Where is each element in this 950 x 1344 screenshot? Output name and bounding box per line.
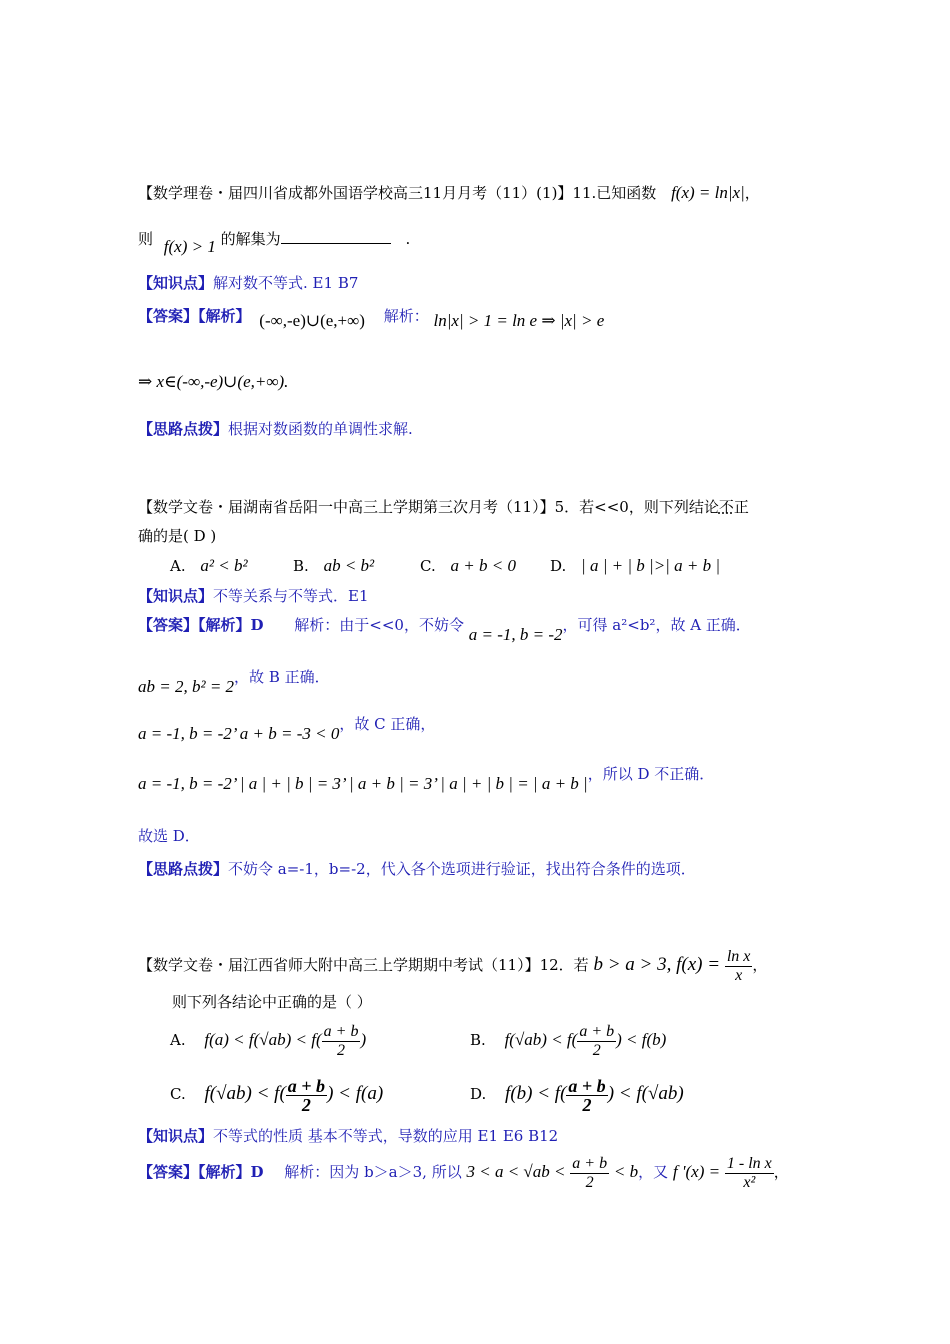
p3-jx-num: a + b	[572, 1154, 608, 1172]
p2-kp-text: 不等关系与不等式．E1	[213, 587, 369, 605]
p2-step2-line	[138, 714, 436, 743]
p2-knowledge-line	[138, 586, 369, 606]
p1-header: 【数学理卷・届四川省成都外国语学校高三11月月考（11）(1)】11.已知函数	[138, 184, 657, 202]
p2-s1-text: ，故 B 正确．	[234, 668, 330, 686]
p3-option-a	[170, 1020, 366, 1060]
p1-step: ⇒ x∈(-∞,-e)∪(e,+∞).	[138, 372, 289, 391]
p3-fraction	[725, 948, 753, 985]
p3-ans-label: 【答案】【解析】D	[138, 1163, 264, 1181]
p2-optA-math: a² < b²	[200, 556, 248, 575]
p1-question-line	[138, 229, 411, 256]
p2-optD-label: D.	[550, 557, 567, 575]
p3-optC-den: 2	[301, 1094, 311, 1115]
p2-option-d	[550, 556, 720, 576]
p1-kp-label: 【知识点】	[138, 274, 214, 292]
p2-jx: 解析：由于<<0，不妨令	[294, 616, 464, 634]
p2-optC-math: a + b < 0	[450, 556, 516, 575]
p1-kp-text: 解对数不等式. E1 B7	[213, 274, 359, 292]
p2-header-a: 【数学文卷・届湖南省岳阳一中高三上学期第三次月考（11）】5．若<<0，则下列结论	[138, 498, 719, 516]
p1-tip-label: 【思路点拨】	[138, 420, 229, 438]
p3-jx-frac	[570, 1155, 609, 1192]
p2-line2: 确的是( D )	[138, 527, 217, 545]
p3-d-den: x²	[743, 1173, 756, 1191]
p3-optB-post: ) < f(b)	[616, 1030, 667, 1049]
p3-optC-frac	[286, 1077, 327, 1114]
p3-optB-den: 2	[592, 1041, 601, 1059]
p2-s1-math: ab = 2, b² = 2	[138, 677, 235, 696]
p3-deriv: f '(x) =	[672, 1162, 721, 1181]
p3-knowledge-line	[138, 1126, 558, 1146]
p3-option-d	[470, 1074, 684, 1114]
answer-blank	[281, 229, 391, 244]
p2-optB-math: ab < b²	[323, 556, 375, 575]
p2-ans-label: 【答案】【解析】D	[138, 616, 264, 634]
p1-tip-text: 根据对数函数的单调性求解.	[228, 420, 413, 438]
p2-step3-line	[138, 764, 715, 793]
p1-period: .	[405, 230, 411, 248]
p3-deriv-frac	[725, 1155, 774, 1192]
p1-ans-label: 【答案】【解析】	[138, 307, 251, 325]
p1-inequality: f(x) > 1	[163, 237, 216, 256]
p3-optB-pre: f(√ab) < f(	[504, 1030, 578, 1049]
p2-sub: a = -1, b = -2	[468, 625, 563, 644]
p3-option-b	[470, 1020, 666, 1060]
p2-jx-tail: ，可得 a²<b²，故 A 正确．	[562, 616, 751, 634]
p2-s2-text: ，故 C 正确，	[339, 715, 436, 733]
p2-optC-label: C.	[420, 557, 436, 575]
p3-end: ，	[773, 1163, 789, 1181]
p3-jx-m2: < b	[613, 1162, 639, 1181]
p2-header-b: 正	[733, 498, 749, 516]
p3-optD-label: D.	[470, 1085, 487, 1103]
p2-header-line	[138, 497, 749, 517]
p2-optB-label: B.	[293, 557, 309, 575]
p3-jx-den: 2	[585, 1173, 594, 1191]
p2-option-a	[170, 556, 248, 576]
p1-step-line	[138, 372, 288, 392]
p1-line2-post: 的解集为	[220, 230, 281, 248]
p3-line2: 则下列各结论中正确的是（ ）	[172, 993, 372, 1011]
p3-optC-post: ) < f(a)	[327, 1083, 384, 1104]
p2-answer-line	[138, 615, 751, 644]
p1-ans-value: (-∞,-e)∪(e,+∞)	[259, 311, 365, 330]
p2-optD-math: | a | + | b |>| a + b |	[581, 556, 721, 575]
p3-optC-num: a + b	[287, 1075, 326, 1096]
p3-optD-num: a + b	[568, 1075, 606, 1096]
p3-optA-num: a + b	[323, 1022, 359, 1040]
p3-kp-text: 不等式的性质 基本不等式，导数的应用 E1 E6 B12	[213, 1127, 559, 1145]
p3-frac-num: ln x	[726, 947, 751, 965]
p3-comma: ，	[752, 956, 768, 974]
p1-answer-line	[138, 306, 605, 330]
p3-optC-label: C.	[170, 1085, 186, 1103]
p2-kp-label: 【知识点】	[138, 587, 214, 605]
p2-tip-label: 【思路点拨】	[138, 860, 229, 878]
p2-optA-label: A.	[170, 557, 186, 575]
p2-option-c	[420, 556, 516, 576]
p2-header-dot: 不	[718, 498, 734, 516]
p1-header-line: 【数学理卷・届四川省成都外国语学校高三11月月考（11）(1)】11.已知函数 f(x) = ln|x|，	[138, 183, 760, 202]
p3-optA-post: )	[360, 1030, 367, 1049]
p3-optD-frac	[566, 1077, 607, 1114]
p1-tip-line	[138, 419, 413, 439]
p2-conclude: 故选 D．	[138, 827, 200, 845]
p2-s3-math: a = -1, b = -2’ | a | + | b | = 3’ | a + b | = 3’ | a | + | b | = | a + b |	[138, 774, 588, 793]
p3-optD-pre: f(b) < f(	[505, 1083, 567, 1104]
p3-optD-post: ) < f(√ab)	[607, 1083, 684, 1104]
p3-frac-den: x	[735, 966, 743, 984]
p3-header: 【数学文卷・届江西省师大附中高三上学期期中考试（11）】12．若	[138, 956, 589, 974]
p3-condition: b > a > 3, f(x) =	[593, 954, 721, 975]
p1-knowledge-line	[138, 273, 358, 293]
p1-function: f(x) = ln|x|	[671, 183, 745, 202]
p3-jx-mid: ，又	[638, 1163, 669, 1181]
p1-line2-pre: 则	[138, 230, 154, 248]
p3-jx-m1: 3 < a < √ab <	[466, 1162, 566, 1181]
p3-answer-line	[138, 1152, 789, 1192]
p3-d-num: 1 - ln x	[726, 1154, 772, 1172]
p3-optA-den: 2	[337, 1041, 346, 1059]
p3-header-line	[138, 946, 767, 985]
p3-option-c	[170, 1074, 383, 1114]
p3-optA-label: A.	[170, 1031, 186, 1049]
p3-optA-pre: f(a) < f(√ab) < f(	[204, 1030, 322, 1049]
p2-step1-line	[138, 667, 330, 696]
p1-jx-label: 解析：	[383, 307, 429, 325]
p2-s3-text: ，所以 D 不正确．	[587, 765, 715, 783]
p2-tip-text: 不妨令 a=-1，b=-2，代入各个选项进行验证，找出符合条件的选项．	[228, 860, 696, 878]
p3-optB-frac	[577, 1023, 616, 1060]
p2-tip-line	[138, 859, 696, 879]
p1-jx-math: ln|x| > 1 = ln e ⇒ |x| > e	[433, 311, 605, 330]
p3-optB-label: B.	[470, 1031, 486, 1049]
p3-optC-pre: f(√ab) < f(	[204, 1083, 286, 1104]
p3-optD-den: 2	[582, 1094, 592, 1115]
p3-optB-num: a + b	[579, 1022, 615, 1040]
p2-option-b	[293, 556, 374, 576]
p3-optA-frac	[322, 1023, 361, 1060]
p2-s2-math: a = -1, b = -2’ a + b = -3 < 0	[138, 724, 340, 743]
p3-jx: 解析：因为 b＞a＞3, 所以	[284, 1163, 462, 1181]
p3-kp-label: 【知识点】	[138, 1127, 214, 1145]
